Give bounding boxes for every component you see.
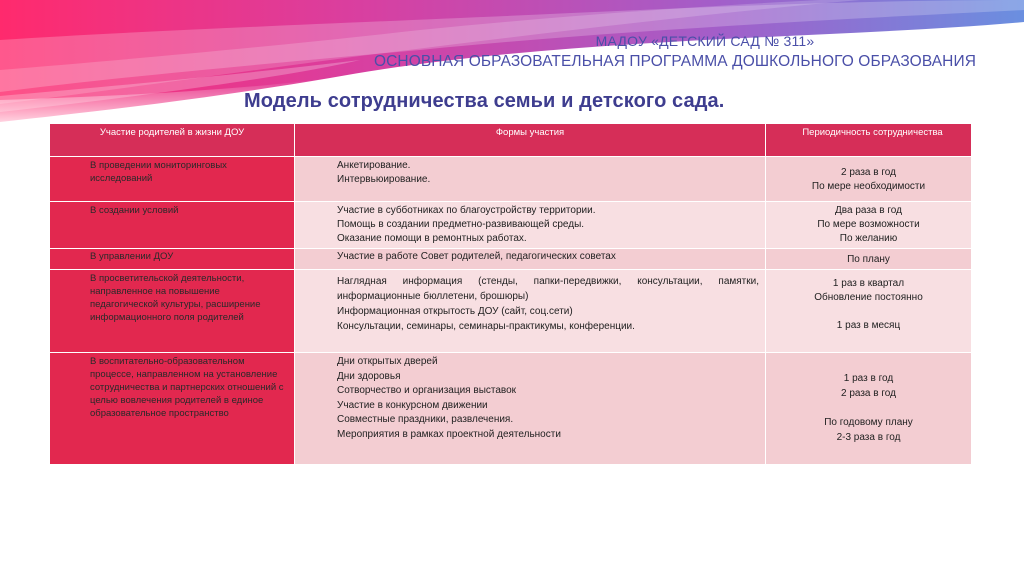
- periodicity-item: По мере необходимости: [811, 181, 926, 192]
- periodicity-item: 2 раза в год: [841, 167, 896, 178]
- form-item: Информационная открытость ДОУ (сайт, соц.сети): [337, 306, 573, 317]
- periodicity-item: По годовому плану: [824, 417, 913, 428]
- periodicity-item: По мере возможности: [817, 219, 920, 230]
- form-item: Сотворчество и организация выставок: [337, 385, 517, 396]
- periodicity-cell: [766, 202, 972, 249]
- periodicity-item: 2-3 раза в год: [836, 432, 901, 443]
- table-row: [50, 157, 972, 202]
- form-item: Участие в работе Совет родителей, педагогических советах: [337, 251, 616, 262]
- forms-cell: [295, 353, 766, 465]
- cooperation-table: [49, 123, 972, 465]
- periodicity-item: 2 раза в год: [841, 388, 896, 399]
- table-row: [50, 249, 972, 270]
- form-item: Участие в субботниках по благоустройству территории.: [337, 205, 596, 216]
- form-item: Мероприятия в рамках проектной деятельности: [337, 428, 561, 440]
- table-row: [50, 353, 972, 465]
- category-cell: В проведении мониторинговых исследований: [50, 157, 295, 202]
- table-row: [50, 270, 972, 353]
- forms-cell: [295, 157, 766, 202]
- form-item: Дни открытых дверей: [337, 356, 438, 367]
- form-item: Интервьюирование.: [337, 174, 431, 185]
- periodicity-item: 1 раз в квартал: [832, 278, 905, 289]
- periodicity-item: 1 раз в месяц: [836, 320, 901, 331]
- slide-title: Модель сотрудничества семьи и детского сада.: [244, 90, 725, 112]
- column-header-forms: Формы участия: [295, 124, 766, 157]
- forms-cell: [295, 270, 766, 353]
- form-item: Анкетирование.: [337, 160, 411, 171]
- forms-cell: [295, 202, 766, 249]
- form-item: Оказание помощи в ремонтных работах.: [337, 233, 527, 244]
- periodicity-item: По плану: [847, 254, 890, 265]
- category-cell: В просветительской деятельности, направленное на повышение педагогической культуры, расширение информационного поля родителей: [50, 270, 295, 353]
- periodicity-item: 1 раз в год: [843, 373, 894, 384]
- organization-name: МАДОУ «ДЕТСКИЙ САД № 311»: [595, 33, 815, 49]
- form-item: Наглядная информация (стенды, папки-передвижки, консультации, памятки, информационные бюллетени, брошюры): [337, 276, 759, 302]
- periodicity-item: По желанию: [839, 233, 898, 244]
- category-cell: В создании условий: [50, 202, 295, 249]
- column-header-participation: Участие родителей в жизни ДОУ: [50, 124, 295, 157]
- periodicity-cell: [766, 353, 972, 465]
- periodicity-cell: [766, 249, 972, 270]
- form-item: Совместные праздники, развлечения.: [337, 414, 514, 425]
- periodicity-item: Обновление постоянно: [814, 292, 923, 303]
- periodicity-cell: [766, 157, 972, 202]
- periodicity-cell: [766, 270, 972, 353]
- program-name: ОСНОВНАЯ ОБРАЗОВАТЕЛЬНАЯ ПРОГРАММА ДОШКОЛЬНОГО ОБРАЗОВАНИЯ: [373, 53, 977, 70]
- forms-cell: [295, 249, 766, 270]
- form-item: Консультации, семинары, семинары-практикумы, конференции.: [337, 321, 635, 332]
- column-header-periodicity: Периодичность сотрудничества: [766, 124, 972, 157]
- periodicity-item: Два раза в год: [835, 205, 902, 216]
- form-item: Дни здоровья: [337, 370, 401, 382]
- form-item: Помощь в создании предметно-развивающей среды.: [337, 219, 585, 230]
- category-cell: В воспитательно-образовательном процессе, направленном на установление сотрудничества и партнерских отношений с целью вовлечения родителей в единое образовательное пространство: [50, 353, 295, 465]
- form-item: Участие в конкурсном движении: [337, 399, 488, 411]
- category-cell: В управлении ДОУ: [50, 249, 295, 270]
- table-header-row: [50, 124, 972, 157]
- table-row: [50, 202, 972, 249]
